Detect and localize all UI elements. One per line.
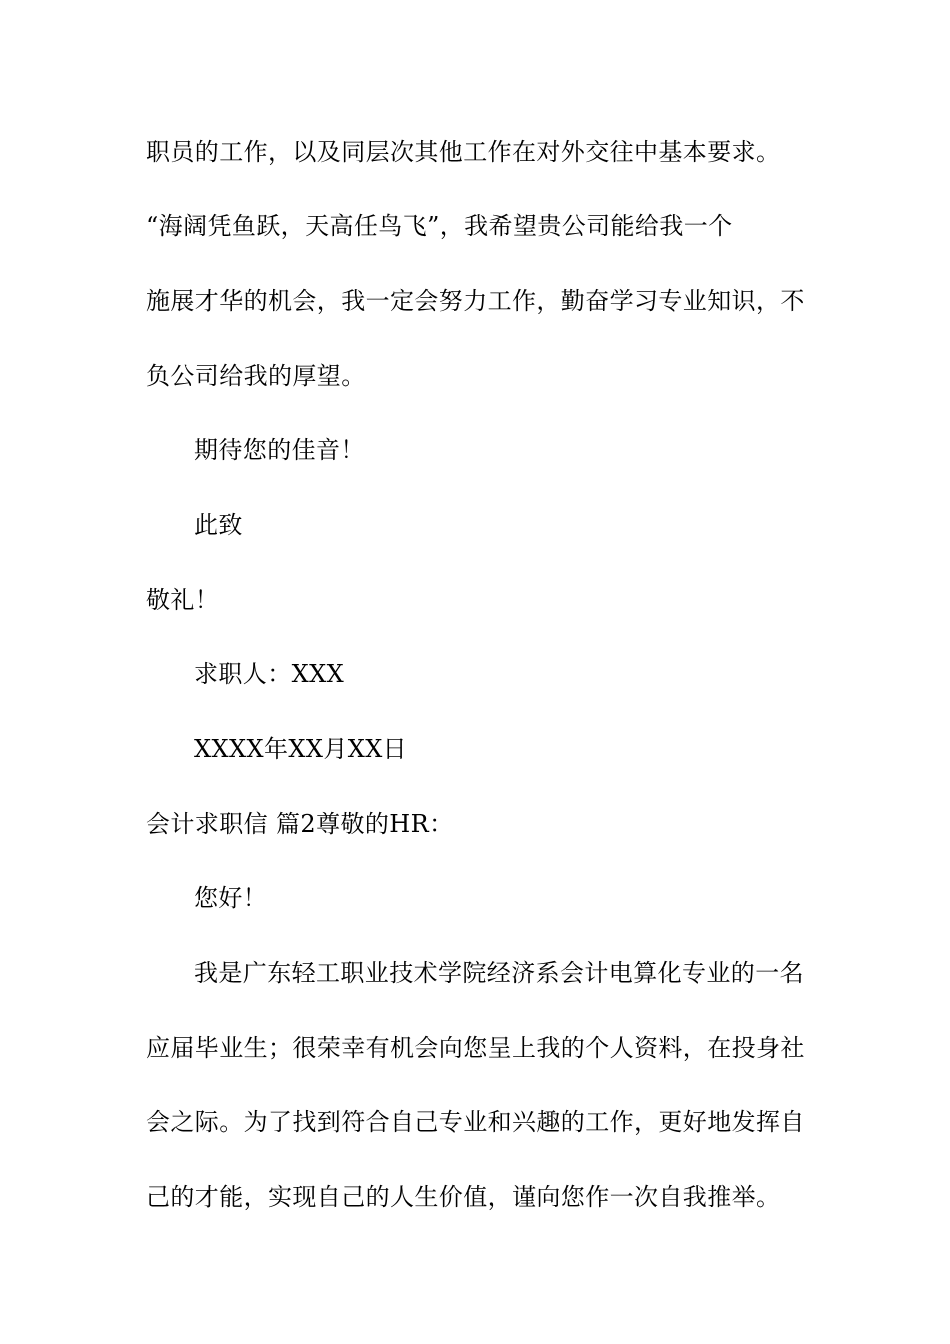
signature-line: 求职人：XXX <box>194 660 345 688</box>
paragraph-line: 负公司给我的厚望。 <box>146 362 366 390</box>
paragraph-line: 职员的工作，以及同层次其他工作在对外交往中基本要求。 <box>146 138 781 166</box>
paragraph-line: 施展才华的机会，我一定会努力工作，勤奋学习专业知识，不 <box>146 287 805 315</box>
paragraph-line: 我是广东轻工职业技术学院经济系会计电算化专业的一名 <box>194 959 804 987</box>
date-line: XXXX年XX月XX日 <box>194 735 408 763</box>
paragraph-line: 会之际。为了找到符合自己专业和兴趣的工作，更好地发挥自 <box>146 1108 805 1136</box>
closing-line: 期待您的佳音！ <box>194 436 365 464</box>
section-heading: 会计求职信 篇2尊敬的HR： <box>146 810 454 838</box>
salutation-line: 敬礼！ <box>146 586 220 614</box>
greeting-line: 您好！ <box>194 884 268 912</box>
paragraph-line: 己的才能，实现自己的人生价值，谨向您作一次自我推举。 <box>146 1183 781 1211</box>
paragraph-line: “海阔凭鱼跃，天高任鸟飞”，我希望贵公司能给我一个 <box>146 212 733 240</box>
salutation-line: 此致 <box>194 511 243 539</box>
paragraph-line: 应届毕业生；很荣幸有机会向您呈上我的个人资料，在投身社 <box>146 1034 805 1062</box>
